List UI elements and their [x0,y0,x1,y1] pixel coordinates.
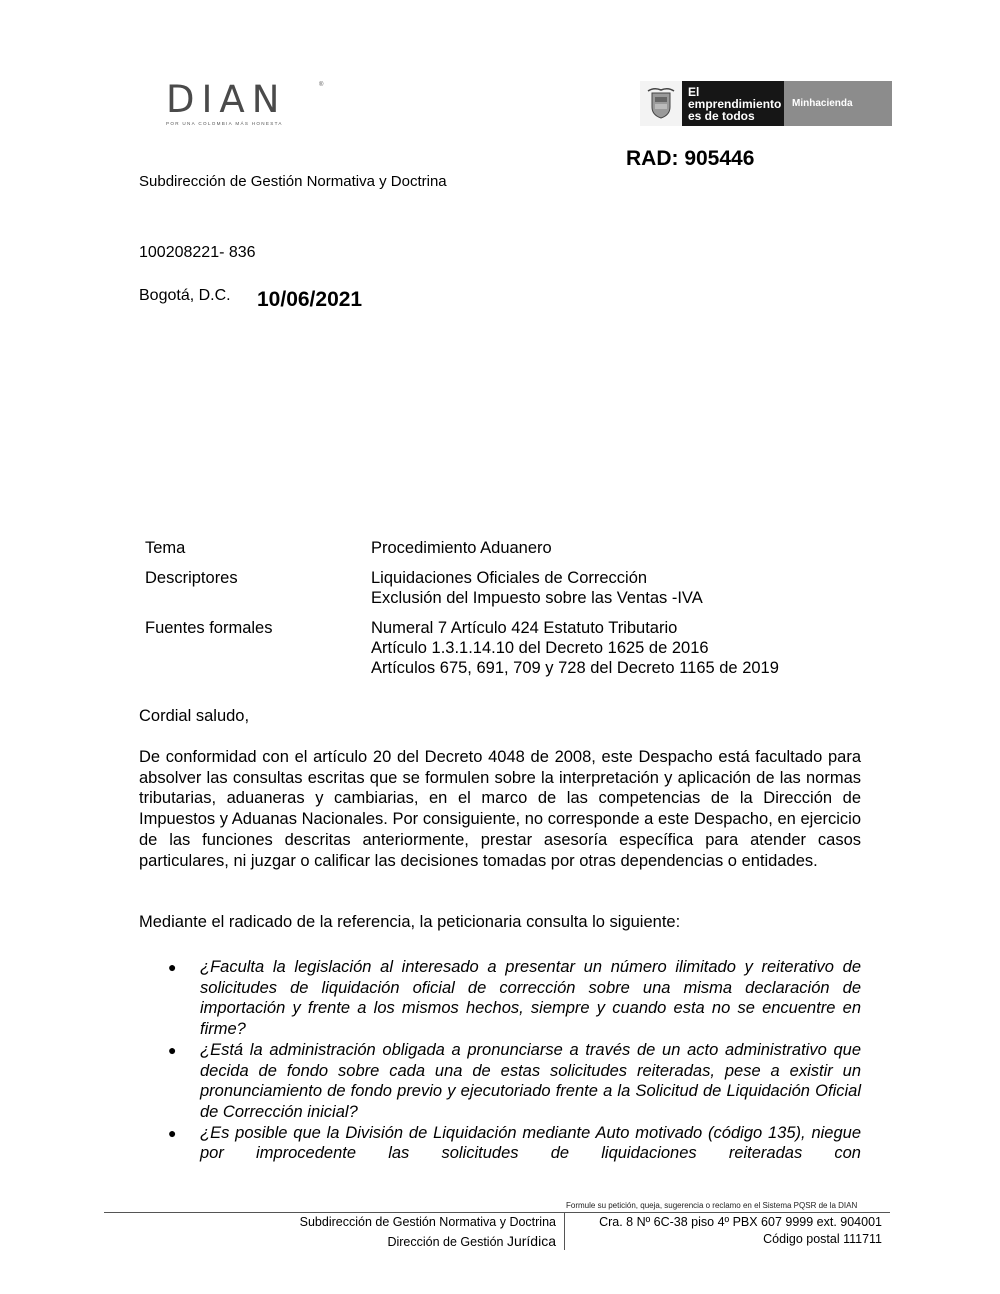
coat-of-arms-icon [640,81,682,126]
dian-logo-tagline: POR UNA COLOMBIA MÁS HONESTA [166,121,283,126]
descriptores-value-2: Exclusión del Impuesto sobre las Ventas -IVA [371,589,703,607]
fuentes-value-1: Numeral 7 Artículo 424 Estatuto Tributario [371,619,678,637]
question-text: ¿Está la administración obligada a pronunciarse a través de un acto administrativo que decida de fondo sobre cada una de estas solicitudes reiteradas, pese a existir un pronunciamiento de fondo previo y ejecutoriado frente a la Solicitud de Liquidación Oficial de Corrección inicial? [200,1040,861,1121]
fuentes-value-2: Artículo 1.3.1.14.10 del Decreto 1625 de 2016 [371,639,709,657]
list-item [166,1123,861,1164]
fuentes-label: Fuentes formales [145,619,273,637]
footer-pqsr-note: Formule su petición, queja, sugerencia o reclamo en el Sistema PQSR de la DIAN [566,1201,858,1210]
banner-ministry: Minhacienda [784,81,892,126]
minhacienda-banner [640,81,892,126]
tema-value: Procedimiento Aduanero [371,539,552,557]
footer-direccion [387,1233,556,1249]
banner-slogan-line1: El emprendimiento [688,84,782,111]
descriptores-label: Descriptores [145,569,238,587]
subdireccion-heading: Subdirección de Gestión Normativa y Doctrina [139,173,447,190]
descriptores-value-1: Liquidaciones Oficiales de Corrección [371,569,648,587]
tema-label: Tema [145,539,186,557]
paragraph-consulta: Mediante el radicado de la referencia, la peticionaria consulta lo siguiente: [139,913,681,931]
greeting: Cordial saludo, [139,707,250,725]
list-item [166,957,861,1040]
footer-juridica-text: Jurídica [506,1233,556,1249]
bullet-icon: ● [168,1041,177,1058]
document-date: 10/06/2021 [257,288,363,311]
footer-address: Cra. 8 Nº 6C-38 piso 4º PBX 607 9999 ext. 904001 [599,1215,882,1229]
dian-logo-word: DIAN [166,78,287,121]
registered-mark-icon: ® [319,82,324,88]
radicado-number: 100208221- 836 [139,244,256,261]
bullet-icon: ● [168,1124,177,1141]
banner-slogan [682,81,784,126]
footer-postal-code: Código postal 111711 [763,1232,882,1246]
list-item [166,1040,861,1123]
footer-vertical-divider [564,1213,565,1250]
banner-slogan-line2: es de todos [688,108,755,123]
footer-direccion-text: Dirección de Gestión [387,1235,504,1249]
fuentes-value-3: Artículos 675, 691, 709 y 728 del Decreto 1165 de 2019 [371,659,779,677]
paragraph-competence: De conformidad con el artículo 20 del Decreto 4048 de 2008, este Despacho está facultado para absolver las consultas escritas que se formulen sobre la interpretación y aplicación de las normas tributarias, aduaneras y cambiarias, en el marco de las competencias de la Dirección de Impuestos y Aduanas Nacionales. Por consiguiente, no corresponde a este Despacho, en ejercicio de las funciones descritas anteriormente, prestar asesoría específica para atender casos particulares, ni juzgar o calificar las decisiones tomadas por otras dependencias o entidades. [139,748,861,870]
dian-logo [166,78,326,132]
bullet-icon: ● [168,959,177,975]
rad-number: RAD: 905446 [626,147,755,170]
footer-subdireccion: Subdirección de Gestión Normativa y Doctrina [299,1215,556,1229]
question-text: ¿Es posible que la División de Liquidación mediante Auto motivado (código 135), niegue por improcedente las solicitudes de liquidaciones reiteradas con [200,1123,861,1163]
footer-divider [104,1212,890,1213]
question-text: ¿Faculta la legislación al interesado a presentar un número ilimitado y reiterativo de solicitudes de liquidación oficial de corrección sobre una misma declaración de importación y frente a los mismos hechos, siempre y cuando esta no se encuentre en firme? [200,958,861,1039]
question-list [166,957,861,1164]
city-label: Bogotá, D.C. [139,287,231,304]
